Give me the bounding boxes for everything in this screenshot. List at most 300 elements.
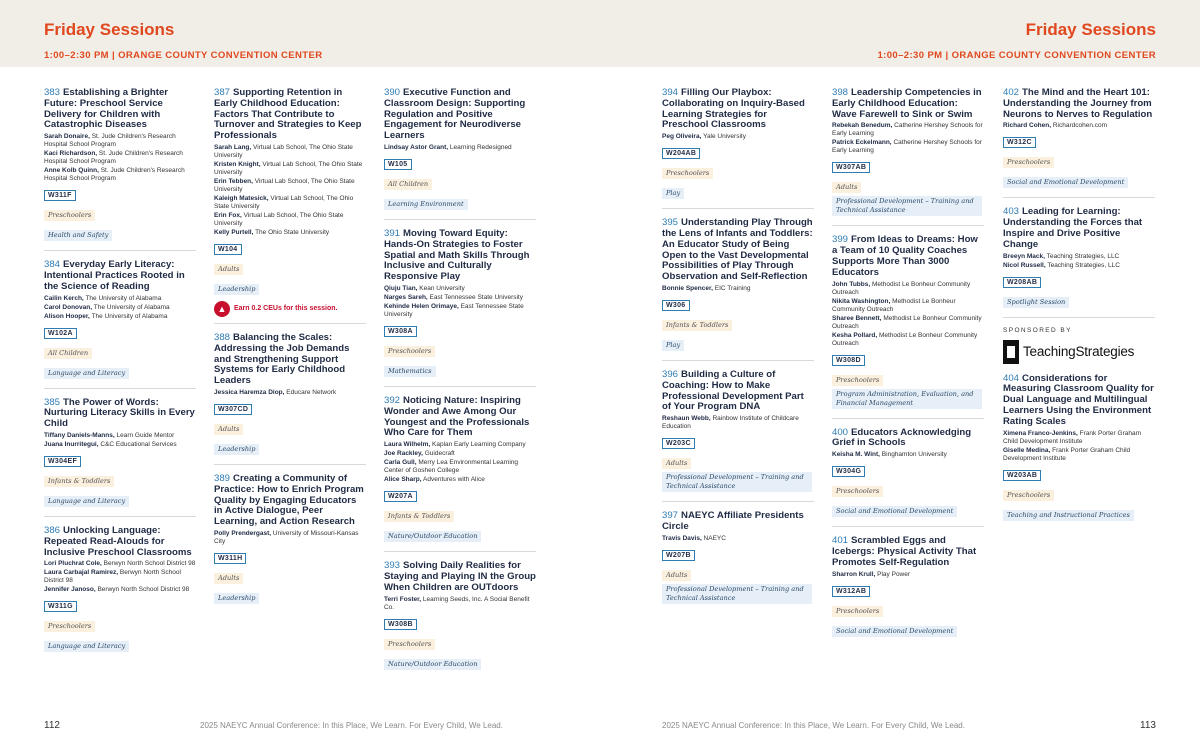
graduation-cap-icon: ▲ xyxy=(214,301,230,317)
topic-area-tag: Play xyxy=(662,340,684,351)
age-tag-row xyxy=(1003,151,1155,171)
speaker xyxy=(384,459,536,475)
age-group-tag: Preschoolers xyxy=(384,639,435,650)
page-subtitle-right: 1:00–2:30 PM | ORANGE COUNTY CONVENTION CENTER xyxy=(877,50,1156,61)
session-number: 389 xyxy=(214,472,231,484)
age-group-tag: Adults xyxy=(214,424,243,435)
speaker-name: Bonnie Spencer, xyxy=(662,284,713,292)
room-badge: W102A xyxy=(44,328,77,339)
session-title-text: Building a Culture of Coaching: How to Make Professional Development Part of Your Program DNA xyxy=(662,368,804,413)
age-tag-row xyxy=(1003,484,1155,504)
speaker-org: Virtual Lab School, The Ohio State University xyxy=(214,160,363,176)
speaker xyxy=(384,450,536,458)
speaker xyxy=(1003,447,1155,463)
speaker-name: Lindsay Astor Grant, xyxy=(384,143,449,151)
session-number: 401 xyxy=(832,535,849,547)
session-number: 390 xyxy=(384,87,401,98)
session-title-text: Leadership Competencies in Early Childhood Education: Wave Farewell to Sink or Swim xyxy=(832,87,982,120)
session-401 xyxy=(832,536,984,645)
age-group-tag: Preschoolers xyxy=(832,375,883,386)
session-number: 399 xyxy=(832,234,849,246)
room-badge: W207A xyxy=(384,491,417,502)
session-number: 403 xyxy=(1003,206,1020,218)
topic-tag-row xyxy=(44,224,196,244)
session-title xyxy=(214,333,366,387)
speaker-name: Laura Carbajal Ramirez, xyxy=(44,569,119,577)
room-badge: W311F xyxy=(44,190,76,201)
speaker-org: East Tennessee State University xyxy=(429,293,523,301)
age-tag-row xyxy=(44,615,196,635)
room-badge: W208AB xyxy=(1003,277,1041,288)
room-badge: W307AB xyxy=(832,162,870,173)
session-title xyxy=(1003,374,1155,428)
session-number: 400 xyxy=(832,426,849,438)
age-tag-row xyxy=(662,564,814,584)
session-number: 397 xyxy=(662,510,679,522)
session-number: 396 xyxy=(662,368,679,380)
topic-tag-row xyxy=(384,360,536,380)
topic-area-tag: Social and Emotional Development xyxy=(1003,177,1128,188)
room-badge: W203C xyxy=(662,438,695,449)
speaker-org: Educare Network xyxy=(286,388,337,396)
speaker-name: Kehinde Helen Orimaye, xyxy=(384,302,459,310)
speaker-org: Berwyn North School District 98 xyxy=(97,586,190,594)
age-tag-row xyxy=(832,480,984,500)
session-number: 385 xyxy=(44,396,61,408)
sponsor-label: SPONSORED BY xyxy=(1003,326,1072,334)
speaker-org: Learn Guide Mentor xyxy=(116,431,175,439)
topic-area-tag: Professional Development – Training and Technical Assistance xyxy=(662,584,812,604)
age-tag-row xyxy=(44,470,196,490)
topic-area-tag: Professional Development – Training and Technical Assistance xyxy=(832,196,982,216)
age-group-tag: Preschoolers xyxy=(384,346,435,357)
speaker xyxy=(44,167,196,183)
topic-tag-row xyxy=(662,584,814,607)
session-397 xyxy=(662,511,814,613)
session-title xyxy=(44,88,196,131)
session-404 xyxy=(1003,374,1155,530)
speaker-name: Alison Hooper, xyxy=(44,312,90,320)
session-title xyxy=(662,218,814,283)
speaker-org: Virtual Lab School, The Ohio State University xyxy=(214,211,344,227)
age-tag-row xyxy=(214,258,366,278)
speaker-name: Kristen Knight, xyxy=(214,160,261,168)
session-title xyxy=(1003,88,1155,120)
speaker xyxy=(832,451,984,459)
topic-tag-row xyxy=(662,334,814,354)
topic-area-tag: Teaching and Instructional Practices xyxy=(1003,510,1134,521)
age-tag-row xyxy=(384,340,536,360)
speaker-org: Methodist Le Bonheur Community Outreach xyxy=(832,331,978,347)
speaker-org: Frank Porter Graham Child Development Institute xyxy=(1003,429,1142,445)
page-title-right: Friday Sessions xyxy=(1025,20,1156,39)
session-number: 384 xyxy=(44,259,61,271)
speaker-org: Play Power xyxy=(877,570,911,578)
speaker xyxy=(214,195,366,211)
topic-tag-row xyxy=(214,587,366,607)
speaker-name: Erin Tebben, xyxy=(214,177,253,185)
room-badge: W312C xyxy=(1003,137,1036,148)
speaker xyxy=(44,150,196,166)
session-395 xyxy=(662,218,814,361)
speaker-name: Tiffany Daniels-Manns, xyxy=(44,431,115,439)
speaker-name: Juana Inurritegui, xyxy=(44,440,99,448)
session-column-3 xyxy=(384,88,536,688)
speaker-org: Methodist Le Bonheur Community Outreach xyxy=(832,297,956,313)
age-tag-row xyxy=(662,314,814,334)
age-group-tag: Adults xyxy=(662,458,691,469)
speaker xyxy=(1003,253,1155,261)
topic-area-tag: Play xyxy=(662,188,684,199)
session-number: 393 xyxy=(384,560,401,572)
session-title-text: Solving Daily Realities for Staying and Playing IN the Group When Children are OUTdoors xyxy=(384,560,536,593)
session-title xyxy=(214,474,366,528)
speaker-name: Anne Kolb Quinn, xyxy=(44,167,99,175)
speaker-org: Merry Lea Environmental Learning Center of Goshen College xyxy=(384,459,519,475)
speaker xyxy=(44,295,196,303)
speaker xyxy=(44,133,196,149)
session-394 xyxy=(662,88,814,209)
session-title-text: From Ideas to Dreams: How a Team of 10 Quality Coaches Supports More Than 3000 Educators xyxy=(832,234,978,278)
session-number: 404 xyxy=(1003,372,1020,384)
speaker xyxy=(384,303,536,319)
age-group-tag: Adults xyxy=(214,264,243,275)
topic-tag-row xyxy=(384,653,536,673)
session-number: 383 xyxy=(44,87,61,98)
session-title-text: Leading for Learning: Understanding the Forces that Inspire and Drive Positive Change xyxy=(1003,206,1143,250)
speaker xyxy=(832,281,984,297)
topic-tag-row xyxy=(1003,171,1155,191)
speaker-name: Carla Gull, xyxy=(384,459,417,467)
speaker-name: Sharee Bennett, xyxy=(832,314,882,322)
speaker-org: Methodist Le Bonheur Community Outreach xyxy=(832,280,971,296)
room-badge: W308B xyxy=(384,619,417,630)
session-title-text: Balancing the Scales: Addressing the Job Demands and Strengthening Support Systems for Early Childhood Leaders xyxy=(214,331,350,387)
session-title-text: Educators Acknowledging Grief in Schools xyxy=(832,426,972,449)
speaker-name: Laura Wilhelm, xyxy=(384,441,431,449)
page-title-left: Friday Sessions xyxy=(44,20,175,39)
speaker xyxy=(214,161,366,177)
session-number: 392 xyxy=(384,394,401,406)
session-402 xyxy=(1003,88,1155,198)
speaker xyxy=(384,476,536,484)
speaker-name: Narges Sareh, xyxy=(384,293,428,301)
session-title-text: Scrambled Eggs and Icebergs: Physical Activity That Promotes Self-Regulation xyxy=(832,535,977,568)
session-number: 388 xyxy=(214,331,231,343)
speaker-name: Kaleigh Matesick, xyxy=(214,194,269,202)
session-392 xyxy=(384,396,536,552)
session-number: 391 xyxy=(384,227,401,239)
session-title-text: Executive Function and Classroom Design: Supporting Regulation and Positive Engagement for Neurodiverse Learners xyxy=(384,87,526,142)
speaker xyxy=(384,294,536,302)
session-title xyxy=(384,229,536,283)
footer-text-right: 2025 NAEYC Annual Conference: In this Place, We Learn. For Every Child, We Lead. xyxy=(662,721,965,730)
session-398 xyxy=(832,88,984,226)
page-subtitle-left: 1:00–2:30 PM | ORANGE COUNTY CONVENTION CENTER xyxy=(44,50,323,61)
room-badge: W204AB xyxy=(662,148,700,159)
age-group-tag: Infants & Toddlers xyxy=(44,476,114,487)
topic-tag-row xyxy=(662,182,814,202)
topic-area-tag: Social and Emotional Development xyxy=(832,626,957,637)
speaker xyxy=(384,596,536,612)
speaker-org: Guidecraft xyxy=(424,450,455,458)
topic-area-tag: Language and Literacy xyxy=(44,641,129,652)
speaker-name: Rebekah Benedum, xyxy=(832,122,893,130)
session-title-text: Everyday Early Literacy: Intentional Practices Rooted in the Science of Reading xyxy=(44,259,185,292)
speaker-name: Jessica Haremza Diop, xyxy=(214,388,285,396)
speaker-name: Carol Donovan, xyxy=(44,303,93,311)
speaker-name: Alice Sharp, xyxy=(384,476,422,484)
age-tag-row xyxy=(662,162,814,182)
age-group-tag: Preschoolers xyxy=(44,210,95,221)
speaker-org: Kaplan Early Learning Company xyxy=(432,441,526,449)
age-tag-row xyxy=(384,505,536,525)
speaker xyxy=(662,415,814,431)
speaker xyxy=(44,586,196,594)
age-tag-row xyxy=(384,173,536,193)
session-title xyxy=(662,88,814,131)
speaker-name: Travis Davis, xyxy=(662,534,702,542)
age-group-tag: Adults xyxy=(214,573,243,584)
topic-tag-row xyxy=(44,362,196,382)
speaker-name: Sharron Krull, xyxy=(832,570,876,578)
speaker-name: Joe Rackley, xyxy=(384,450,423,458)
speaker-name: Kesha Pollard, xyxy=(832,331,878,339)
session-391 xyxy=(384,229,536,387)
topic-tag-row xyxy=(662,472,814,495)
room-badge: W308D xyxy=(832,355,865,366)
speaker xyxy=(214,144,366,160)
speaker xyxy=(832,298,984,314)
age-tag-row xyxy=(214,418,366,438)
room-badge: W304G xyxy=(832,466,865,477)
speaker-org: The University of Alabama xyxy=(93,303,170,311)
speaker-name: Ximena Franco-Jenkins, xyxy=(1003,429,1078,437)
speaker-org: Frank Porter Graham Child Development Institute xyxy=(1003,446,1131,462)
topic-tag-row xyxy=(832,389,984,412)
speaker-org: Berwyn North School District 98 xyxy=(44,569,181,585)
speaker-name: Sarah Donaire, xyxy=(44,133,90,141)
page-number-right: 113 xyxy=(1140,720,1156,731)
topic-area-tag: Program Administration, Evaluation, and Financial Management xyxy=(832,389,982,409)
speaker-name: Richard Cohen, xyxy=(1003,122,1052,130)
session-column-6 xyxy=(1003,88,1155,539)
speaker-org: East Tennessee State University xyxy=(384,302,524,318)
speaker-org: St. Jude Children's Research Hospital School Program xyxy=(44,133,176,149)
speaker-org: Virtual Lab School, The Ohio State University xyxy=(214,177,355,193)
speaker-name: Nikita Washington, xyxy=(832,297,891,305)
session-title xyxy=(832,88,984,120)
topic-area-tag: Health and Safety xyxy=(44,230,112,241)
session-number: 394 xyxy=(662,87,679,98)
speaker-org: University of Missouri-Kansas City xyxy=(214,529,359,545)
age-tag-row xyxy=(44,342,196,362)
session-400 xyxy=(832,428,984,528)
speaker xyxy=(1003,262,1155,270)
room-badge: W104 xyxy=(214,244,242,255)
speaker xyxy=(832,139,984,155)
speaker xyxy=(44,569,196,585)
age-tag-row xyxy=(384,633,536,653)
speaker-name: Keisha M. Wint, xyxy=(832,451,880,459)
speaker-name: Giselle Medina, xyxy=(1003,446,1051,454)
session-399 xyxy=(832,235,984,418)
age-tag-row xyxy=(832,600,984,620)
speaker-org: Teaching Strategies, LLC xyxy=(1047,261,1120,269)
speaker-org: Catherine Hershey Schools for Early Learning xyxy=(832,122,983,138)
speaker-org: EIC Training xyxy=(714,284,751,292)
speaker-org: Teaching Strategies, LLC xyxy=(1046,252,1120,260)
speaker xyxy=(44,313,196,321)
speaker xyxy=(214,530,366,546)
session-title-text: Unlocking Language: Repeated Read-Alouds for Inclusive Preschool Classrooms xyxy=(44,524,192,558)
session-385 xyxy=(44,398,196,517)
session-title xyxy=(1003,207,1155,250)
speaker-org: Adventures with Alice xyxy=(423,476,485,484)
session-title xyxy=(832,428,984,450)
session-389 xyxy=(214,474,366,613)
session-title-text: NAEYC Affiliate Presidents Circle xyxy=(662,510,804,532)
speaker-org: Learning Seeds, Inc. A Social Benefit Co. xyxy=(384,595,530,611)
age-group-tag: Adults xyxy=(832,182,861,193)
speaker-name: Kaci Richardson, xyxy=(44,150,98,158)
sponsor-logo xyxy=(1003,340,1155,364)
topic-area-tag: Language and Literacy xyxy=(44,368,129,379)
topic-tag-row xyxy=(1003,291,1155,311)
session-390 xyxy=(384,88,536,220)
sponsor-name: TeachingStrategies xyxy=(1023,344,1135,360)
session-title xyxy=(384,396,536,439)
speaker-org: Catherine Hershey Schools for Early Learning xyxy=(832,139,982,155)
speaker-org: Learning Redesigned xyxy=(449,143,512,151)
age-tag-row xyxy=(44,204,196,224)
session-column-4 xyxy=(662,88,814,622)
speaker-org: Binghamton University xyxy=(881,451,947,459)
session-number: 386 xyxy=(44,524,61,536)
session-title xyxy=(832,536,984,568)
session-column-2 xyxy=(214,88,366,622)
topic-area-tag: Nature/Outdoor Education xyxy=(384,531,481,542)
topic-tag-row xyxy=(384,525,536,545)
speaker-name: Sarah Lang, xyxy=(214,143,252,151)
age-tag-row xyxy=(214,567,366,587)
age-group-tag: All Children xyxy=(44,348,92,359)
session-column-1 xyxy=(44,88,196,670)
speaker-org: Methodist Le Bonheur Community Outreach xyxy=(832,314,982,330)
speaker-org: Berwyn North School District 98 xyxy=(103,560,196,568)
session-title xyxy=(44,398,196,430)
topic-tag-row xyxy=(214,438,366,458)
speaker-name: Terri Foster, xyxy=(384,595,422,603)
room-badge: W306 xyxy=(662,300,690,311)
age-tag-row xyxy=(832,176,984,196)
speaker-name: Breeyn Mack, xyxy=(1003,252,1045,260)
session-number: 387 xyxy=(214,87,231,98)
topic-tag-row xyxy=(44,635,196,655)
speaker xyxy=(44,560,196,568)
room-badge: W304EF xyxy=(44,456,81,467)
session-title xyxy=(662,511,814,533)
speaker xyxy=(214,178,366,194)
topic-tag-row xyxy=(832,500,984,520)
room-badge: W311H xyxy=(214,553,246,564)
session-title xyxy=(44,526,196,558)
speaker xyxy=(214,212,366,228)
speaker-org: St. Jude Children's Research Hospital School Program xyxy=(44,150,183,166)
topic-area-tag: Mathematics xyxy=(384,366,436,377)
topic-area-tag: Language and Literacy xyxy=(44,496,129,507)
session-title-text: Establishing a Brighter Future: Preschool Service Delivery for Children with Catastrophic Diseases xyxy=(44,87,169,131)
speaker xyxy=(44,304,196,312)
speaker xyxy=(832,332,984,348)
speaker-name: Reshaun Webb, xyxy=(662,415,711,423)
speaker-name: Cailin Kerch, xyxy=(44,294,84,302)
session-title-text: Supporting Retention in Early Childhood Education: Factors That Contribute to Turnover and Strategies to Keep Professionals xyxy=(214,87,362,142)
topic-area-tag: Leadership xyxy=(214,444,259,455)
ceu-badge xyxy=(214,301,366,317)
session-number: 395 xyxy=(662,217,679,229)
speaker xyxy=(1003,430,1155,446)
session-384 xyxy=(44,260,196,388)
speaker-name: Peg Oliveira, xyxy=(662,133,702,141)
session-title xyxy=(214,88,366,142)
speaker xyxy=(662,285,814,293)
session-title-text: The Power of Words: Nurturing Literacy Skills in Every Child xyxy=(44,396,195,430)
age-group-tag: Preschoolers xyxy=(1003,157,1054,168)
topic-area-tag: Leadership xyxy=(214,284,259,295)
session-number: 398 xyxy=(832,87,849,98)
speaker-name: Polly Prendergast, xyxy=(214,529,272,537)
session-396 xyxy=(662,370,814,502)
speaker-org: St. Jude Children's Research Hospital School Program xyxy=(44,167,185,183)
speaker-org: The University of Alabama xyxy=(91,312,168,320)
topic-tag-row xyxy=(214,278,366,298)
age-group-tag: All Children xyxy=(384,179,432,190)
room-badge: W207B xyxy=(662,550,695,561)
age-group-tag: Preschoolers xyxy=(832,606,883,617)
age-group-tag: Preschoolers xyxy=(44,621,95,632)
speaker-name: Qiuju Tian, xyxy=(384,284,418,292)
room-badge: W308A xyxy=(384,326,417,337)
room-badge: W307CD xyxy=(214,404,252,415)
speaker-org: C&C Educational Services xyxy=(100,440,177,448)
age-group-tag: Preschoolers xyxy=(662,168,713,179)
speaker-name: John Tubbs, xyxy=(832,280,871,288)
topic-area-tag: Professional Development – Training and Technical Assistance xyxy=(662,472,812,492)
speaker xyxy=(662,133,814,141)
topic-tag-row xyxy=(384,193,536,213)
session-title-text: Understanding Play Through the Lens of Infants and Toddlers: An Educator Study of Being Open to the Vast Developmental Possibilities of Play Through Observation and Self-Reflection xyxy=(662,217,813,283)
speaker-org: Virtual Lab School, The Ohio State University xyxy=(214,143,353,159)
session-387 xyxy=(214,88,366,324)
teaching-strategies-logo-icon xyxy=(1003,340,1019,364)
session-title xyxy=(384,88,536,142)
room-badge: W105 xyxy=(384,159,412,170)
speaker xyxy=(384,144,536,152)
page-number-left: 112 xyxy=(44,720,60,731)
topic-tag-row xyxy=(44,490,196,510)
session-title xyxy=(384,561,536,593)
session-403 xyxy=(1003,207,1155,317)
age-tag-row xyxy=(662,452,814,472)
session-title-text: The Mind and the Heart 101: Understanding the Journey from Neurons to Nerves to Regulation xyxy=(1003,87,1153,120)
age-group-tag: Adults xyxy=(662,570,691,581)
speaker xyxy=(384,441,536,449)
topic-area-tag: Learning Environment xyxy=(384,199,468,210)
session-column-5 xyxy=(832,88,984,655)
topic-area-tag: Social and Emotional Development xyxy=(832,506,957,517)
speaker xyxy=(832,122,984,138)
